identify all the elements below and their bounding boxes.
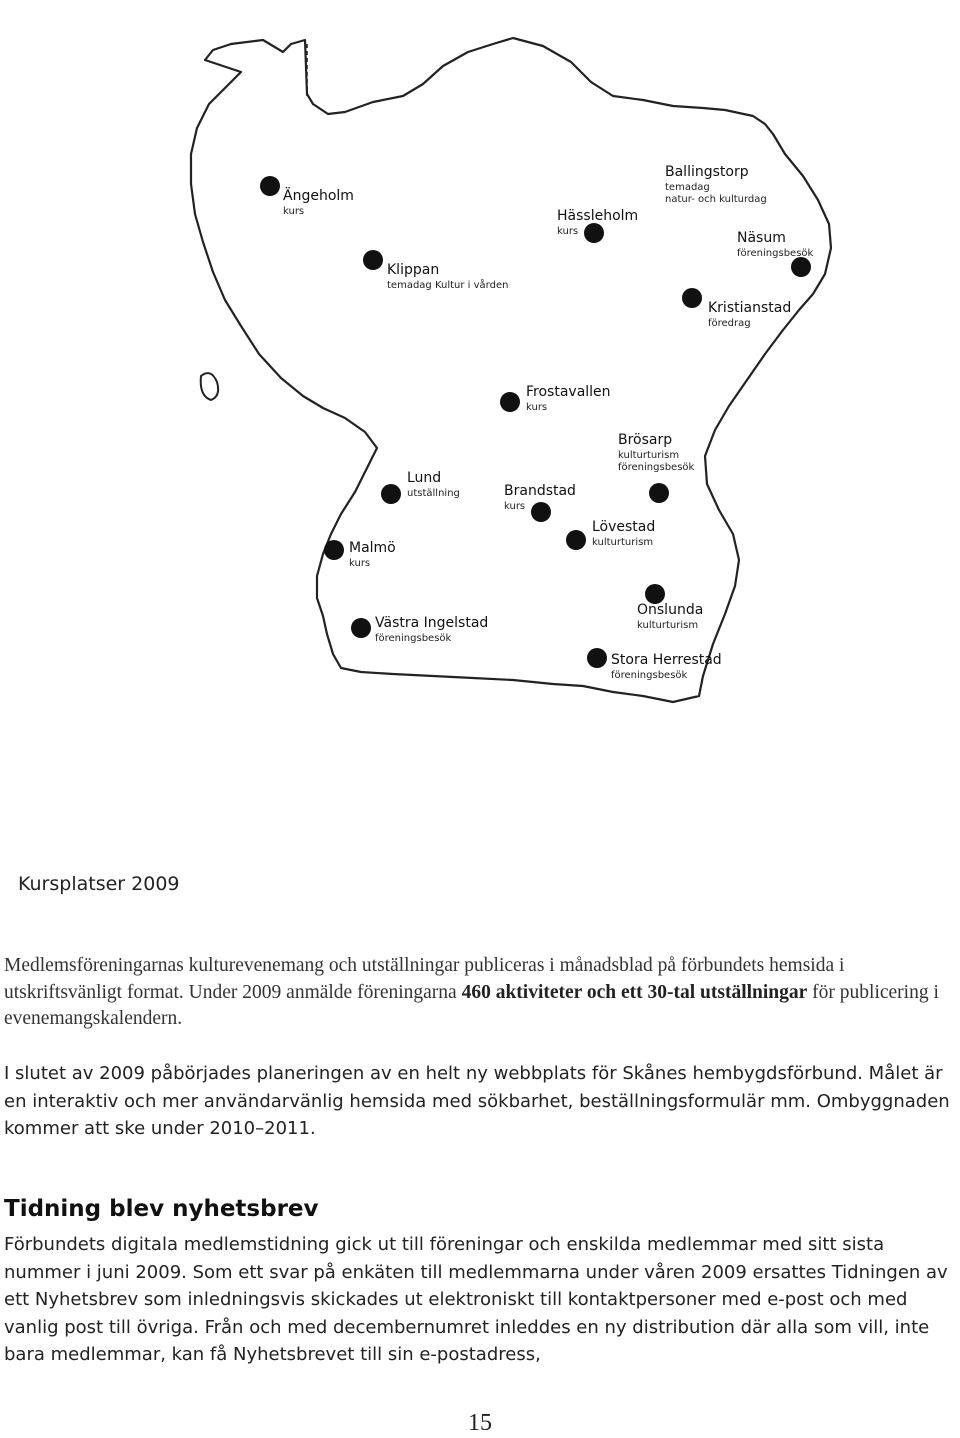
map-marker-nasum xyxy=(791,257,811,277)
paragraph-newsletter: Förbundets digitala medlemstidning gick ut till föreningar och enskilda medlemmar med sitt sista nummer i juni 2009. Som ett svar på enkäten till medlemmarna under våren 2009 ersattes Tidningen av ett Nyhetsbrev som inledningsvis skickades ut elektroniskt till kontaktpersoner med e-post och med vanlig post till övriga. Från och med decembernumret inleddes en ny distribution där alla som vill, inte bara medlemmar, kan få Nyhetsbrevet till sin e-postadress, xyxy=(4,1234,948,1365)
map-marker-brandstad xyxy=(531,502,551,522)
place-note-brosarp: föreningsbesök xyxy=(618,462,695,473)
paragraph-calendar-end: för publicering i evenemangskalendern. xyxy=(4,981,939,1029)
place-note-vastra-ingelstad: föreningsbesök xyxy=(375,633,452,644)
section-heading: Tidning blev nyhetsbrev xyxy=(4,1196,319,1222)
skane-map xyxy=(113,4,875,766)
place-note-angeholm: kurs xyxy=(283,206,305,217)
place-name-ballingstorp: Ballingstorp xyxy=(665,164,749,180)
place-note-stora-herrestad: föreningsbesök xyxy=(611,670,688,681)
island-ven xyxy=(201,373,218,400)
place-note-malmo: kurs xyxy=(349,558,371,569)
map-marker-brosarp xyxy=(649,483,669,503)
place-name-lund: Lund xyxy=(407,470,442,486)
map-marker-stora-herrestad xyxy=(587,648,607,668)
place-note-frostavallen: kurs xyxy=(526,402,548,413)
place-name-lovestad: Lövestad xyxy=(592,519,656,535)
place-note-ballingstorp: temadag xyxy=(665,182,710,193)
place-note-hassleholm: kurs xyxy=(557,226,579,237)
map-marker-frostavallen xyxy=(500,392,520,412)
map-figure xyxy=(113,4,875,766)
place-name-kristianstad: Kristianstad xyxy=(708,300,792,316)
map-marker-angeholm xyxy=(260,176,280,196)
place-name-vastra-ingelstad: Västra Ingelstad xyxy=(375,615,489,631)
map-marker-klippan xyxy=(363,250,383,270)
place-note-nasum: föreningsbesök xyxy=(737,248,814,259)
place-name-brosarp: Brösarp xyxy=(618,432,673,448)
place-note-brandstad: kurs xyxy=(504,501,526,512)
place-name-nasum: Näsum xyxy=(737,230,786,246)
place-name-frostavallen: Frostavallen xyxy=(526,384,611,400)
place-note-onslunda: kulturturism xyxy=(637,620,699,631)
paragraph-calendar-text: Medlemsföreningarnas kulturevenemang och utställningar publiceras i månadsblad på förbundets hemsida i utskriftsvänligt format. Under 2009 anmälde föreningarna xyxy=(4,955,845,1003)
paragraph-calendar xyxy=(4,953,956,1033)
place-name-malmo: Malmö xyxy=(349,540,396,556)
map-marker-kristianstad xyxy=(682,288,702,308)
place-note-kristianstad: föredrag xyxy=(708,318,751,329)
place-name-angeholm: Ängeholm xyxy=(283,188,354,204)
place-name-klippan: Klippan xyxy=(387,262,440,278)
map-marker-lund xyxy=(381,484,401,504)
paragraph-website: I slutet av 2009 påbörjades planeringen av en helt ny webbplats för Skånes hembygdsförbund. Målet är en interaktiv och mer användarvänlig hemsida med sökbarhet, beställningsformulär mm. Ombyggnaden kommer att ske under 2010–2011. xyxy=(4,1063,950,1139)
place-name-brandstad: Brandstad xyxy=(504,483,576,499)
paragraph-calendar-bold: 460 aktiviteter och ett 30-tal utställningar xyxy=(461,981,808,1003)
page-number: 15 xyxy=(468,1410,492,1436)
place-note-ballingstorp: natur- och kulturdag xyxy=(665,194,767,205)
place-name-hassleholm: Hässleholm xyxy=(557,208,639,224)
map-marker-malmo xyxy=(324,540,344,560)
place-name-stora-herrestad: Stora Herrestad xyxy=(611,652,722,668)
place-note-brosarp: kulturturism xyxy=(618,450,680,461)
map-markers xyxy=(260,164,814,681)
map-marker-onslunda xyxy=(645,584,665,604)
region-outline xyxy=(191,38,831,702)
figure-caption: Kursplatser 2009 xyxy=(18,873,180,895)
map-marker-lovestad xyxy=(566,530,586,550)
map-marker-hassleholm xyxy=(584,223,604,243)
place-note-lovestad: kulturturism xyxy=(592,537,654,548)
place-note-lund: utställning xyxy=(407,488,460,499)
place-name-onslunda: Onslunda xyxy=(637,602,704,618)
map-marker-vastra-ingelstad xyxy=(351,618,371,638)
place-note-klippan: temadag Kultur i vården xyxy=(387,280,509,291)
